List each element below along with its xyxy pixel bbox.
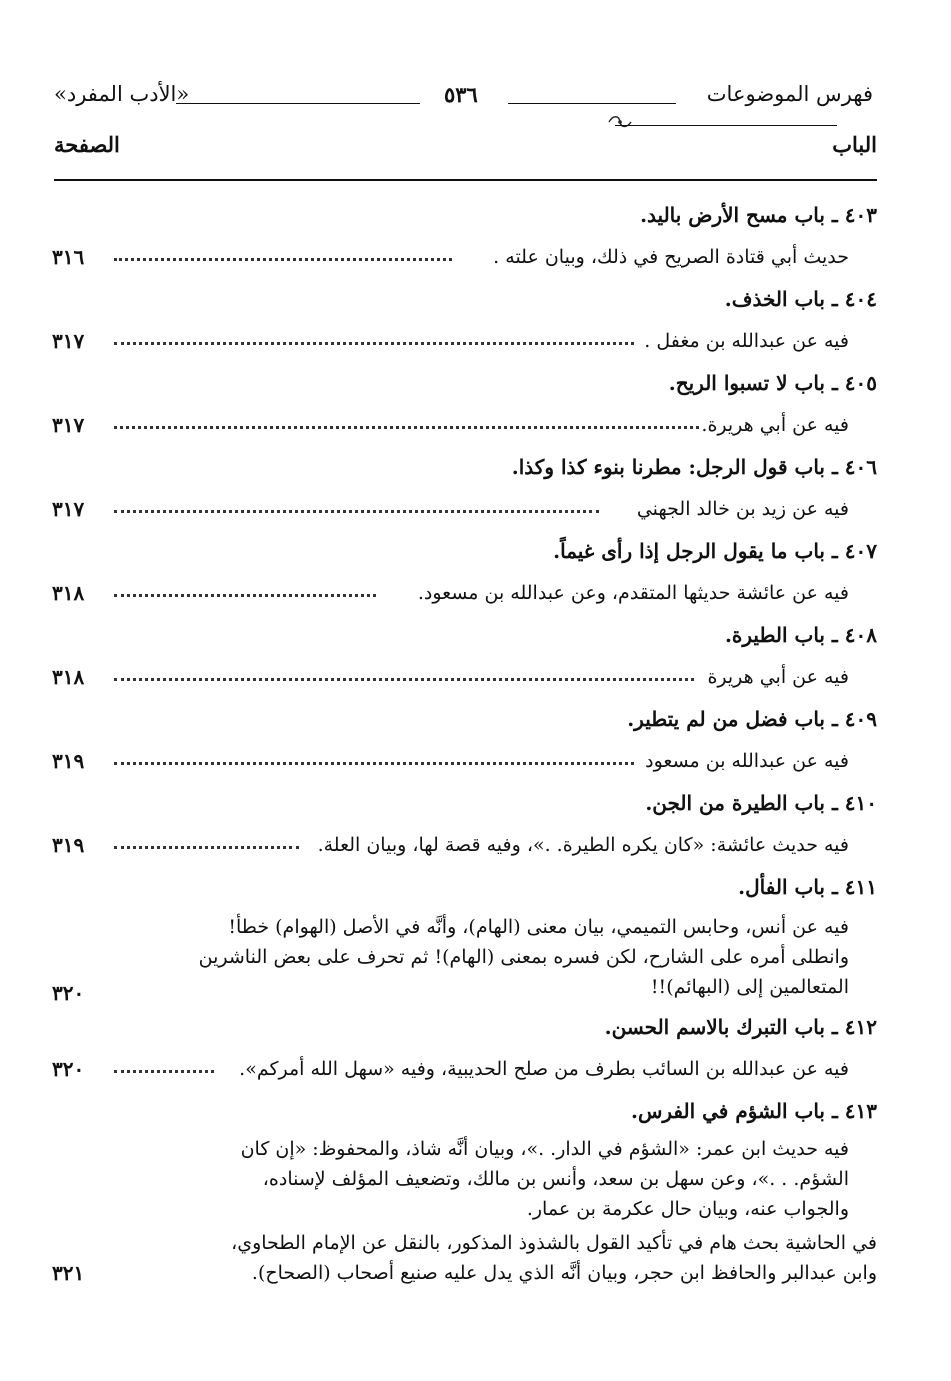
header-page-number: ٥٣٦: [444, 82, 478, 107]
toc-entry: [52, 448, 877, 532]
toc-entry: [52, 784, 877, 868]
dot-leader: [114, 342, 634, 345]
entry-description: فيه حديث عائشة: «كان يكره الطيرة. .»، وفيه قصة لها، وبيان العلة.: [317, 834, 849, 856]
entry-footnote-line: وابن عبدالبر والحافظ ابن حجر، وبيان أنَّه الذي يدل عليه صنيع أصحاب (الصحاح).: [251, 1262, 877, 1284]
entry-description-line: فيه حديث ابن عمر: «الشؤم في الدار. .»، وبيان أنَّه شاذ، والمحفوظ: «إن كان: [240, 1138, 849, 1160]
entry-title: ٤٠٨ ـ باب الطيرة.: [724, 623, 877, 647]
entry-title: ٤١١ ـ باب الفأل.: [738, 875, 877, 899]
entry-page-number: ٣٢٠: [52, 1057, 85, 1081]
entry-footnote-line: في الحاشية بحث هام في تأكيد القول بالشذوذ المذكور، بالنقل عن الإمام الطحاوي،: [231, 1232, 877, 1254]
entry-description-block: [52, 906, 877, 1008]
entry-description-line: فيه عن أنس، وحابس التميمي، بيان معنى (الهام)، وأنَّه في الأصل (الهوام) خطأ!: [228, 916, 849, 938]
entry-page-number: ٣١٦: [52, 245, 85, 269]
entry-title: ٤١٠ ـ باب الطيرة من الجن.: [645, 791, 877, 815]
dot-leader: [114, 678, 694, 681]
header-rule-left: [176, 103, 420, 104]
column-header-chapter: الباب: [832, 132, 877, 157]
header-ornament-rule: [615, 125, 837, 126]
entry-page-number: ٣٢٠: [52, 981, 85, 1005]
dot-leader: [114, 594, 376, 597]
entry-title: ٤٠٩ ـ باب فضل من لم يتطير.: [627, 707, 877, 731]
entry-page-number: ٣١٩: [52, 749, 85, 773]
ornament-icon: [605, 113, 635, 131]
entry-page-number: ٣١٨: [52, 665, 85, 689]
entry-line: [52, 1046, 877, 1092]
dot-leader: [114, 762, 634, 765]
entry-page-number: ٣١٧: [52, 413, 85, 437]
toc-entry: [52, 616, 877, 700]
entry-title: ٤١٣ ـ باب الشؤم في الفرس.: [630, 1099, 877, 1123]
toc-entry: [52, 700, 877, 784]
entry-title: ٤٠٧ ـ باب ما يقول الرجل إذا رأى غيماً.: [553, 539, 877, 563]
entry-title: ٤٠٤ ـ باب الخذف.: [724, 287, 877, 311]
entry-title: ٤٠٣ ـ باب مسح الأرض باليد.: [640, 203, 877, 227]
entry-description: فيه عن عائشة حديثها المتقدم، وعن عبدالله بن مسعود.: [417, 582, 849, 604]
entry-description: فيه عن زيد بن خالد الجهني: [636, 498, 849, 520]
entry-description: فيه عن أبي هريرة: [707, 666, 849, 688]
column-header-rule: [54, 179, 877, 181]
toc-entry: [52, 364, 877, 448]
dot-leader: [114, 846, 299, 849]
toc-entry: [52, 1008, 877, 1092]
entry-title: ٤٠٥ ـ باب لا تسبوا الريح.: [668, 371, 877, 395]
entry-description: حديث أبي قتادة الصريح في ذلك، وبيان علته .: [493, 246, 849, 268]
dot-leader: [114, 510, 599, 513]
entry-description: فيه عن أبي هريرة.: [701, 414, 849, 436]
entry-title: ٤٠٦ ـ باب قول الرجل: مطرنا بنوء كذا وكذا.: [511, 455, 877, 479]
entry-line: [52, 570, 877, 616]
toc-list: [52, 196, 877, 1288]
column-header-page: الصفحة: [54, 132, 120, 157]
toc-entry: [52, 532, 877, 616]
header-book-title: «الأدب المفرد»: [54, 82, 190, 106]
header-rule-right: [508, 103, 676, 104]
entry-line: [52, 234, 877, 280]
entry-line: [52, 822, 877, 868]
entry-title: ٤١٢ ـ باب التبرك بالاسم الحسن.: [604, 1015, 877, 1039]
toc-entry: [52, 196, 877, 280]
entry-description-line: والجواب عنه، وبيان حال عكرمة بن عمار.: [526, 1198, 849, 1220]
entry-line: [52, 654, 877, 700]
dot-leader: [114, 426, 699, 429]
entry-description-block: [52, 1130, 877, 1224]
entry-description: فيه عن عبدالله بن السائب بطرف من صلح الحديبية، وفيه «سهل الله أمركم».: [239, 1058, 849, 1080]
entry-line: [52, 402, 877, 448]
entry-line: [52, 318, 877, 364]
header-section-title: فهرس الموضوعات: [706, 82, 873, 106]
entry-page-number: ٣١٩: [52, 833, 85, 857]
entry-description-line: الشؤم. . .»، وعن سهل بن سعد، وأنس بن مالك، وتضعيف المؤلف لإسناده،: [262, 1168, 849, 1190]
entry-page-number: ٣١٧: [52, 329, 85, 353]
toc-entry: [52, 868, 877, 1008]
entry-description: فيه عن عبدالله بن مغفل .: [644, 330, 849, 352]
entry-footnote-block: [52, 1228, 877, 1288]
entry-line: [52, 738, 877, 784]
entry-page-number: ٣٢١: [52, 1261, 85, 1285]
toc-entry: [52, 1092, 877, 1288]
dot-leader: [114, 1070, 214, 1073]
entry-page-number: ٣١٨: [52, 581, 85, 605]
toc-entry: [52, 280, 877, 364]
entry-page-number: ٣١٧: [52, 497, 85, 521]
entry-description-line: وانطلى أمره على الشارح، لكن فسره بمعنى (الهام)! ثم تحرف على بعض الناشرين: [198, 946, 849, 968]
dot-leader: [114, 258, 452, 261]
entry-line: [52, 486, 877, 532]
entry-description: فيه عن عبدالله بن مسعود: [645, 750, 849, 772]
entry-description-line: المتعالمين إلى (البهائم)!!: [650, 976, 849, 998]
